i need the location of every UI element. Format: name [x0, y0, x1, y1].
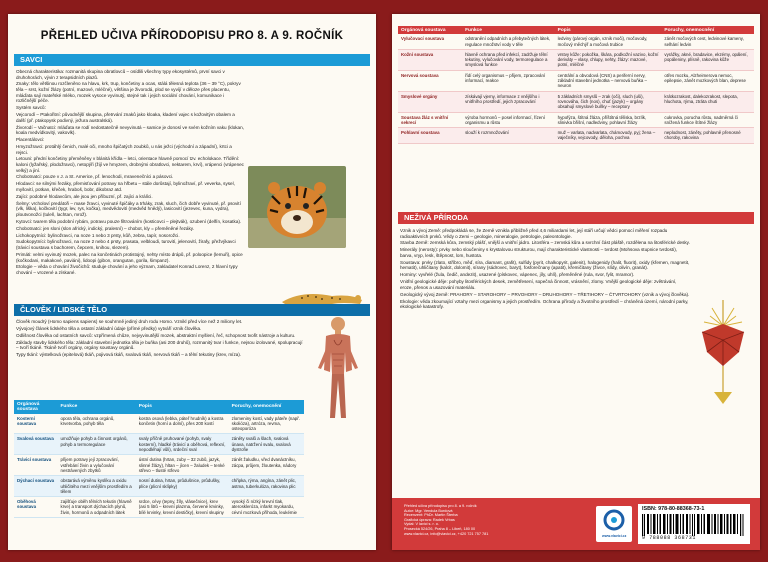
table-cell: hlavně ochrana před infekcí, zadržuje tělní tekutiny, vylučování vody, termoregulace a smyslová funkce [462, 49, 555, 70]
table-cell: Pohlavní soustava [398, 128, 462, 144]
section-heading-clovek: ČLOVĚK / LIDSKÉ TĚLO [14, 304, 370, 316]
clovek-paragraph: Člověk moudrý (Homo sapiens sapiens) se souhrnně jediný druh rodu Homo. Vznikl před více než 2 miliony let. [16, 319, 243, 324]
savci-paragraph: Hlodavci: se silnými řezáky, přemisťování potravy na hřbetu – stále dorůstají, bylinožraví, př. veverka, sysel, myšovití, potkan, křeček, hraboš, bobr, dikobraz atd. [16, 181, 235, 192]
savci-paragraph: Obecná charakteristika: rozmanitá skupina obratlovců – osídlili všechny typy ekosystémů, první savci v druhohorách, vývin z terapsidních plazů. [16, 69, 225, 80]
neziva-paragraph: Soustava: prvky (zlato, stříbro, měď, síra, diamant, grafit), sulfidy (pyrit, chalkopyrit, galenit), halogenidy (halit, fluorit), oxidy (křemen, magnetit, hematit), uhličitany (kalcit, dolomit), sírany (sádrovec, baryt), fosforečnany (apatit), křemičitany (živce, slídy, olivín, granát). [400, 259, 690, 271]
savci-text [16, 69, 244, 277]
clovek-paragraph: Vývojový článek lidského těla a ostatní základní údaje (přímé předky) vytváří vznik člověka. [16, 325, 202, 331]
table-header: Poruchy, onemocnění [229, 400, 304, 414]
table-cell: chřipka, rýma, angína, zánět plic, astma, tuberkulóza, rakovina plic [229, 476, 304, 497]
table-cell: řídí celý organismus – přijem, zpracování informací, reakce [462, 70, 555, 91]
savci-paragraph: Kytovci: tvarem těla podobní rybám, potravu pouze filtrováním (kosticovci – plejtvák), ozubení (delfín, kosatka). [16, 218, 242, 224]
savci-paragraph: Zajíci: podobné hlodavcům, ale jsou jen příbuzní, př. zajíci a králíci. [16, 193, 153, 199]
savci-paragraph: Placentálovci: [16, 137, 45, 143]
barcode-digits: 9 788088 368731 [642, 535, 697, 541]
table-cell: Kožní soustava [398, 49, 462, 70]
table-cell: zánět močových cest, ledvinové kameny, selhání ledvin [661, 34, 754, 49]
table-row [398, 34, 754, 49]
isbn-box [638, 504, 750, 544]
table-row [398, 91, 754, 112]
isbn: ISBN: 978-80-88368-73-1 [642, 506, 705, 512]
table-row [398, 128, 754, 144]
human-body-image [308, 314, 368, 424]
credit-line: Recenzent: PhDr. Martin Šterba [404, 513, 458, 518]
publisher-logo-icon [596, 506, 632, 534]
table-row [14, 414, 304, 434]
table-cell: zlomeniny kostí, vady páteře (např. skolióza), artróza, revma, osteoporóza [229, 414, 304, 434]
section-heading-savci: SAVCI [14, 54, 370, 66]
table-header: Popis [555, 26, 662, 34]
clovek-paragraph: Typy tkání: výstelková (epitelová) tkáň, pojivová tkáň, svalová tkáň, nervová tkáň – a tělní tekutiny (krev, míza). [16, 352, 242, 358]
organ-systems-table-left [14, 400, 304, 518]
neziva-paragraph: Stavba Země: zemská kůra, zemský plášť, vnější a vnitřní jádro. Litosféra – zemská kůra a svrchní část pláště, rozdělena na litosférické desky. [400, 240, 690, 246]
table-cell: Dýchací soustava [14, 476, 58, 497]
savci-paragraph: Primáti: velmi vyvinutý mozek, palec na končetinách protistojný, nehty místo drápů, př. poloopice (lemuři), opice (kočkodani, makakové, paviáni), lidoopi (gibon, orangutan, gorila, šimpanz). [16, 251, 243, 263]
table-cell: opora těla, ochrana orgánů, krvetvorba, pohyb těla [58, 414, 136, 434]
savci-paragraph: Hmyzožravci: protáhlý čenich, malé oči, mnoho špičatých zoubků, u nás ježci (východní a západní), krtci a rejsci. [16, 143, 232, 155]
neziva-paragraph: Geologický vývoj Země: PRAHORY – STAROHORY – PRVOHORY – DRUHOHORY – TŘETIHORY – ČTVRTOHORY (vznik a vývoj člověka). [400, 291, 690, 297]
table-row [14, 434, 304, 455]
table-row [14, 455, 304, 476]
barcode-icon [642, 514, 746, 536]
organ-systems-table-right [398, 26, 754, 144]
table-cell: nosní dutina, hrtan, průdušnice, průdušky, plíce (plicní sklípky) [136, 476, 229, 497]
table-cell: krátkozrakost, dalekozrakost, slepota, hluchota, rýma, ztráta chuti [661, 91, 754, 112]
table-header: Orgánová soustava [398, 26, 462, 34]
table-cell: slouží k rozmnožování [462, 128, 555, 144]
savci-paragraph: Chobotnatci: pouze v J. a St. Americe, př. lenochodi, mravenečníci a pásovci. [16, 174, 174, 180]
table-cell: zajišťuje oběh tělních tekutin (hlavně krve) a transport dýchacích plynů, živin, hormonů a odpadních látek [58, 497, 136, 518]
credit-line: Grafická úprava: Radek Vrbas [404, 517, 455, 522]
table-header: Funkce [462, 26, 555, 34]
table-cell: neplodnost, záněty, pohlavně přenosné choroby, rakovina [661, 128, 754, 144]
table-cell: svaly příčně pruhované (pohyb, svaly kosterní), hladké (trávicí a oběhová, reflexní, nepodléhají vůli), srdeční sval [136, 434, 229, 455]
right-page [392, 14, 760, 550]
table-row [398, 112, 754, 128]
credit-line: www.vlavici.cz, info@vlavici.cz, +420 721 757 781 [404, 531, 489, 536]
table-cell: srdce, cévy (tepny, žíly, vlásečnice), krev (asi 5 litrů – krevní plazma, červené krvinky, bílé krvinky, krevní destičky), krevní skupiny [136, 497, 229, 518]
neziva-paragraph: Horniny: vyvřelé (žula, čedič, andezit), usazené (pískovec, vápenec, jíly, uhlí), přeměněné (rula, svor, fylit, mramor). [400, 272, 635, 278]
table-cell: Nervová soustava [398, 70, 462, 91]
savci-paragraph: Letouni: přední končetiny přeměněny v blánitá křídla – letci, orientace hlavně pomocí tzv. echolokace. Třídění: kaloni (lyžařský, plodožravci), netopýři (žijí ve hmyzem, drobnými obratlovci, nektarem, krví), vrápenci (vrápenec velký) a jiní. [16, 156, 244, 173]
clovek-paragraph: Odlišnost člověka od ostatních savců: vzpřímená chůze, nejvyvinutější mozek, abstraktní myšlení, řeč, schopnost tvořit nástroje a kulturu. [16, 332, 296, 338]
table-cell: Oběhová soustava [14, 497, 58, 518]
clovek-paragraph: Základy stavby lidského těla: základní stavební jednotka těla je buňka (asi 200 druhů), rozmanitý tvar i funkce, nejsou izolované, spolupracují – tvoří tkáně. Tkáně tvoří orgány, orgány soustavy orgánů. [16, 339, 303, 351]
table-header: Funkce [58, 400, 136, 414]
page-title: PŘEHLED UČIVA PŘÍRODOPISU PRO 8. A 9. ROČNÍK [40, 30, 344, 42]
table-cell: výroba hormonů – posel informací, řízení organismu a růstu [462, 112, 555, 128]
footer [392, 498, 760, 550]
table-row [398, 49, 754, 70]
table-cell: ústní dutina (hrtan, zuby – 32 zubů, jazyk, slinné žlázy), hltan – jícen – žaludek – tenké střevo – tlusté střevo [136, 455, 229, 476]
table-cell: obstarává výměnu kyslíku a oxidu uhličitého mezi vnějším prostředím a tělem [58, 476, 136, 497]
table-row [398, 70, 754, 91]
table-row [14, 476, 304, 497]
table-cell: otřes mozku, Alzheimerova nemoc, epilepsie, zánět mozkových blan, deprese [661, 70, 754, 91]
table-cell: muž – varlata, nadvarlata, chámovody, pyj; žena – vaječníky, vejcovody, děloha, pochva [555, 128, 662, 144]
savci-paragraph: Lichokopytníci: bylinožravci, na noze 1 nebo 3 prsty, kůň, zebra, tapír, nosorožci. [16, 232, 180, 238]
credit-line: Prosecká 524/26, Praha 8 – Libeň, 180 00 [404, 526, 476, 531]
table-cell: přijem potravy její zpracování, vstřebání živin a vylučování nestrávených zbytků [58, 455, 136, 476]
table-cell: Soustava žláz s vnitřní sekrecí [398, 112, 462, 128]
section-heading-neziva: NEŽIVÁ PŘÍRODA [398, 212, 754, 224]
table-cell: kostra osová (lebka, páteř hrudník) a kostra končetin (horní a dolní), přes 200 kostí [136, 414, 229, 434]
table-cell: vrstvy kůže: pokožka, škára, podkožní vazivo, kožní deriváty – vlasy, chlupy, nehty, žlázy: mazové, potní, mléčné [555, 49, 662, 70]
savci-paragraph: Vejcorodí – Ptakořitní: původnější skupina, přetrvání znaků jako kloaka, kladení vajec s kožovitým obalem a další (př. ptakopysk podivný, ježura australská). [16, 112, 235, 123]
neziva-text [400, 228, 690, 311]
table-cell: Vylučovací soustava [398, 34, 462, 49]
table-cell: vyrážky, akné, bradavice, ekzémy, opálení, popáleniny, plísně, rakovina kůže [661, 49, 754, 70]
left-page [8, 14, 376, 550]
table-row [14, 497, 304, 518]
table-cell: vysoký či nízký krevní tlak, ateroskleróza, infarkt myokardu, cévní mozková příhoda, leukémie [229, 497, 304, 518]
savci-paragraph: Živorodí – Vačnatci: mláďata se rodí nedostatečně nevyvinutá – samice je donosí ve svém kožním vaku (klokan, koala medvídkovitý, vakovlk). [16, 124, 244, 136]
neziva-paragraph: Minerály (nerosty): prvky nebo sloučeniny s krystalovou strukturou, mají charakteristické vlastnosti – tvrdost (Mohsova stupnice tvrdosti), barva, vryp, lesk, štěpnost, lom, hustota. [400, 247, 678, 258]
credit-line: Autor: Mgr. Vendula Burdová [404, 508, 453, 513]
table-cell: cukrovka, porucha růstu, nadměrná či snížená funkce štítné žlázy [661, 112, 754, 128]
table-header: Orgánová soustava [14, 400, 58, 414]
clovek-text [16, 319, 304, 359]
table-cell: zánět žaludku, vřed dvanáctníku, zácpa, průjem, žloutenka, nádory [229, 455, 304, 476]
table-cell: záněty svalů a šlach, svalová únava, natržení svalu, svalová dystrofie [229, 434, 304, 455]
publisher-logo [596, 506, 632, 542]
savci-paragraph: Etologie – věda o chování živočichů: studuje chování a jeho význam, zakladatel Konrad Lorenz, 2 hlavní typy chování – vrozené a získané. [16, 264, 238, 276]
tiger-image [248, 166, 346, 248]
table-cell: umožňuje pohyb a činnost orgánů, pohyb a termoregulace [58, 434, 136, 455]
table-cell: centrální a obvodová (CNS) a periferní nervy, základní stavební jednotka – nervová buňka – neuron [555, 70, 662, 91]
savci-paragraph: Systém savců: [16, 105, 46, 111]
table-cell: 5 základních smyslů – zrak (oči), sluch (uši), rovnováha, čich (nos), chuť (jazyk) – orgány obsahují smyslové buňky – receptory [555, 91, 662, 112]
neziva-paragraph: Vznik a vývoj Země: předpokládá se, že Země vznikla přibližně před 4,6 miliardami let, její stáří určují vědci pomocí měření rozpadu radioaktivních prvků. Vědy o Zemi – geologie, mineralogie, petrologie, paleontologie. [400, 228, 668, 239]
credit-line: Vydal: V lavici s. r. o. [404, 522, 439, 527]
table-cell: získávají vjemy, informace z vnějšího i vnitřního prostředí, jejich zpracování [462, 91, 555, 112]
neziva-paragraph: Ekologie: věda zkoumající vztahy mezi organismy a jejich prostředím. Ochrana přírody a životního prostředí – chráněná území, národní parky, ekologické katastrofy. [400, 298, 689, 310]
table-header: Popis [136, 400, 229, 414]
publisher-logo-text: www.vlavici.cz [602, 534, 627, 538]
neziva-paragraph: Vnitřní geologické děje: pohyby litosférických desek, zemětřesení, sopečná činnost, vrásnění, zlomy. Vnější geologické děje: zvětrávání, eroze, přenos a usazování materiálu. [400, 279, 677, 290]
savci-paragraph: Sudokopytníci: bylinožravci, na noze 2 nebo 4 prsty, prasata, velbloudi, turovití, jelenovití, žirafy, přežvýkavci (trávicí soustava s bachorem, čepcem, knihou, slezem). [16, 239, 236, 251]
table-cell: odstranění odpadních a přebytečných látek, regulace množství vody v těle [462, 34, 555, 49]
table-cell: ledviny (párový orgán, vznik moči), močovody, močový měchýř a močová trubice [555, 34, 662, 49]
savci-paragraph: Chobotnatci: jen sloni (slon africký, indický, pralesní) – chobot, kly = přeměněné řezáky. [16, 225, 195, 231]
table-cell: Svalová soustava [14, 434, 58, 455]
table-cell: Kosterní soustava [14, 414, 58, 434]
credits [404, 504, 584, 536]
table-cell: Trávicí soustava [14, 455, 58, 476]
table-header: Poruchy, onemocnění [661, 26, 754, 34]
savci-paragraph: Znaky: tělo většinou rozčleněno na hlavu, krk, trup, končetiny a ocas, stálá tělesná teplota (36 – 39 °C), pokryv těla – srst, kožní žlázy (potní, mazové, mléčné), většina je živorodá, plod se vyvíjí v děloze přes placentu, mláďata sají mateřské mléko, mozek vysoce vyvinutý, stejné tak i jejich sociální chování, komunikace i rozličnější péče. [16, 81, 241, 104]
table-cell: hypofýza, štítná žláza, příštítná tělíska, brzlík, slinivka břišní, nadledviny, pohlavní žlázy [555, 112, 662, 128]
savci-paragraph: Šelmy: vrcholoví predátoři – mase žravci, vyvinuté špičáky a trháky, zrak, sluch, čich dobře vyvinuté, př. psovití (vlk, liška), kočkovití (tygr, lev, rys, kočka), medvědovití (medvěd hnědý), lasicovití (jezevec, kuna, vydra), ploutvonožci (tuleň, lachtan, mrož). [16, 200, 241, 217]
crystal-image [692, 296, 754, 408]
credit-line: Přehled učiva přírodopisu pro 8. a 9. ročník [404, 504, 477, 508]
table-cell: Smyslové orgány [398, 91, 462, 112]
